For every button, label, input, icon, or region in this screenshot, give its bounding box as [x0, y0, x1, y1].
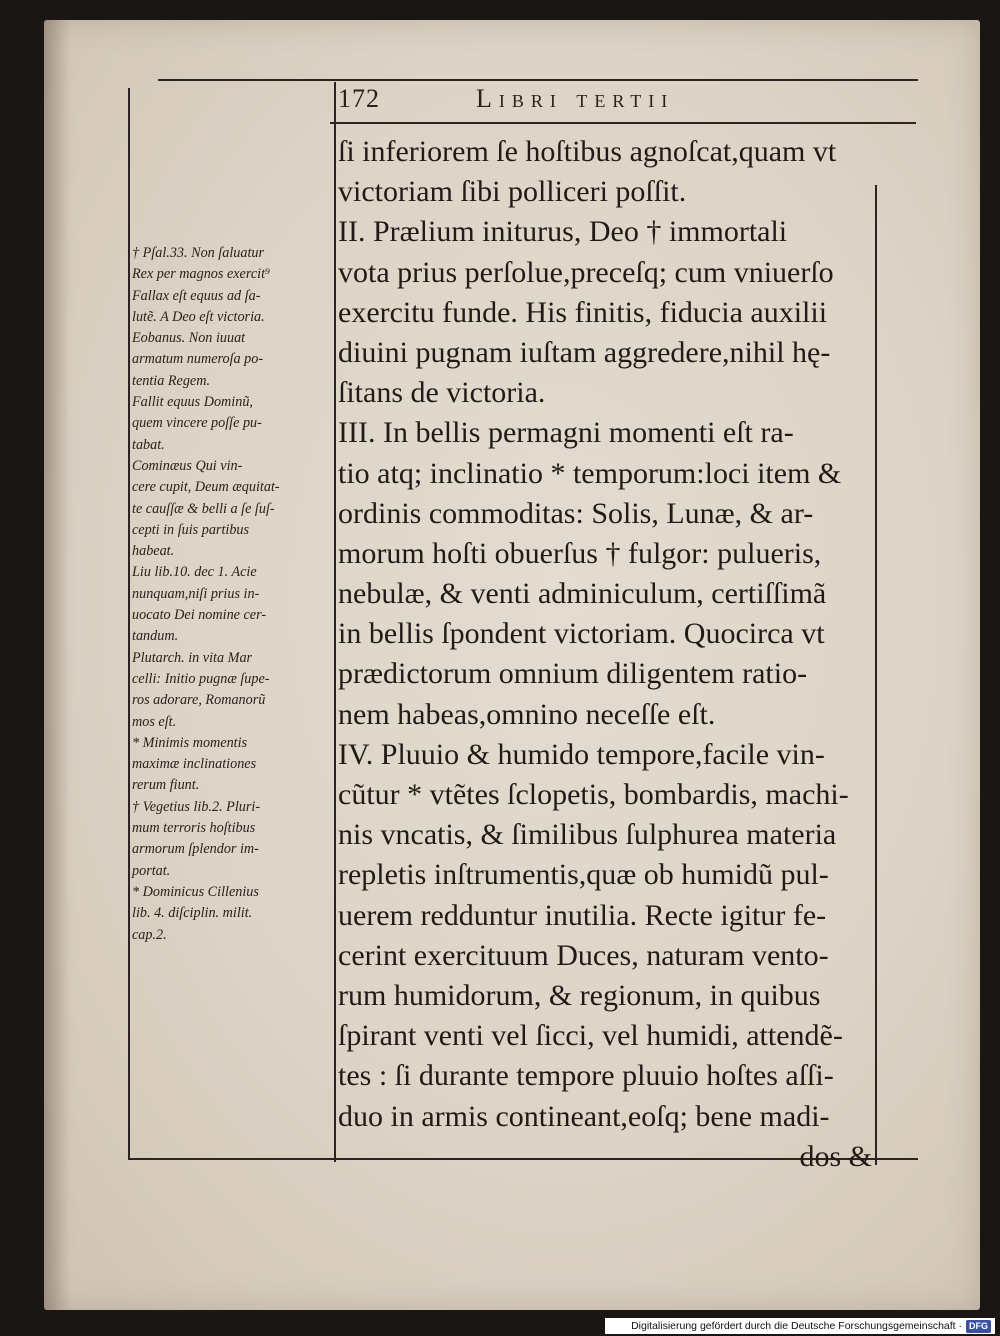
margin-line: † Pſal.33. Non ſaluatur: [132, 245, 265, 261]
margin-line: quem vincere poſſe pu-: [132, 415, 262, 432]
digitization-credit: [605, 1318, 995, 1334]
text-line: victoriam ſibi polliceri poſſit.: [338, 175, 687, 209]
margin-line: portat.: [132, 862, 171, 879]
margin-line: tandum.: [132, 628, 179, 645]
page-number: 172: [338, 84, 380, 113]
margin-line: rerum fiunt.: [132, 777, 200, 794]
text-line: tio atq; inclinatio * temporum:loci item &: [338, 456, 842, 490]
margin-line: tabat.: [132, 436, 165, 453]
margin-line: maximæ inclinationes: [132, 756, 257, 773]
text-line: prædictorum omnium diligentem ratio-: [338, 657, 808, 691]
text-line: II. Prælium initurus, Deo † immortali: [338, 215, 788, 249]
margin-line: * Minimis momentis: [132, 734, 248, 751]
margin-line: habeat.: [132, 543, 175, 560]
text-line: repletis inſtrumentis,quæ ob humidũ pul-: [338, 858, 829, 892]
margin-line: mos eſt.: [132, 713, 177, 730]
margin-line: celli: Initio pugnæ ſupe-: [132, 670, 270, 687]
text-line: cũtur * vtẽtes ſclopetis, bombardis, machi-: [338, 778, 849, 811]
catchword: dos &: [799, 1139, 872, 1173]
top-rule: [158, 79, 918, 81]
text-line: rum humidorum, & regionum, in quibus: [338, 978, 821, 1012]
main-text: [338, 132, 878, 1177]
margin-line: Plutarch. in vita Mar: [132, 649, 253, 666]
margin-line: cap.2.: [132, 926, 167, 943]
text-line: in bellis ſpondent victoriam. Quocirca vt: [338, 617, 825, 651]
margin-line: Rex per magnos exercit⁹: [132, 266, 270, 283]
text-line: tes : ſi durante tempore pluuio hoſtes aſſi-: [338, 1059, 834, 1093]
margin-line: nunquam,niſi prius in-: [132, 585, 260, 602]
text-line: duo in armis contineant,eoſq; bene madi-: [338, 1099, 830, 1133]
margin-line: † Vegetius lib.2. Pluri-: [132, 798, 261, 815]
margin-outer-rule: [128, 88, 130, 1158]
margin-line: armorum ſplendor im-: [132, 841, 259, 858]
margin-line: Liu lib.10. dec 1. Acie: [132, 564, 257, 581]
spine-shadow: [44, 20, 70, 1310]
margin-line: Fallax eſt equus ad ſa-: [132, 287, 261, 304]
margin-line: te cauſſæ & belli a ſe ſuſ-: [132, 500, 275, 517]
running-title: Libri tertii: [476, 84, 675, 113]
running-header: [336, 84, 876, 124]
margin-line: uocato Dei nomine cer-: [132, 607, 267, 624]
text-line: exercitu funde. His finitis, fiducia auxilii: [338, 295, 828, 329]
margin-inner-rule: [334, 82, 336, 1162]
margin-line: tentia Regem.: [132, 372, 211, 389]
text-line: ordinis commoditas: Solis, Lunæ, & ar-: [338, 496, 814, 530]
text-line: diuini pugnam iuſtam aggredere,nihil hę-: [338, 335, 831, 369]
margin-line: Fallit equus Dominũ,: [132, 394, 253, 411]
dfg-logo-icon: DFG: [966, 1320, 991, 1333]
margin-line: Eobanus. Non iuuat: [132, 330, 246, 347]
text-line: nem habeas,omnino neceſſe eſt.: [338, 697, 716, 731]
margin-line: Cominæus Qui vin-: [132, 457, 243, 474]
margin-line: lib. 4. diſciplin. milit.: [132, 905, 253, 922]
margin-line: ros adorare, Romanorũ: [132, 692, 266, 709]
margin-line: lutẽ. A Deo eſt victoria.: [132, 308, 265, 325]
text-line: uerem redduntur inutilia. Recte igitur fe-: [338, 898, 827, 932]
margin-line: cere cupit, Deum æquitat-: [132, 479, 280, 496]
margin-line: * Dominicus Cillenius: [132, 883, 259, 900]
text-line: nebulæ, & venti adminiculum, certiſſimã: [338, 577, 827, 611]
margin-line: cepti in ſuis partibus: [132, 521, 250, 538]
text-line: III. In bellis permagni momenti eſt ra-: [338, 416, 794, 450]
text-line: IV. Pluuio & humido tempore,facile vin-: [338, 737, 825, 771]
text-line: cerint exercituum Duces, naturam vento-: [338, 938, 829, 972]
text-line: vota prius perſolue,preceſq; cum vniuerſo: [338, 255, 834, 289]
text-line: morum hoſti obuerſus † fulgor: pulueris,: [338, 536, 822, 570]
text-line: nis vncatis, & ſimilibus ſulphurea materia: [338, 818, 837, 852]
credit-text: Digitalisierung gefördert durch die Deutsche Forschungsgemeinschaft ·: [631, 1320, 962, 1332]
text-line: ſi inferiorem ſe hoſtibus agnoſcat,quam vt: [338, 135, 837, 168]
margin-line: armatum numeroſa po-: [132, 351, 264, 368]
marginal-notes: [132, 243, 332, 946]
margin-line: mum terroris hoſtibus: [132, 820, 256, 837]
text-line: ſitans de victoria.: [338, 376, 546, 410]
text-line: ſpirant venti vel ſicci, vel humidi, attendẽ-: [338, 1019, 843, 1053]
